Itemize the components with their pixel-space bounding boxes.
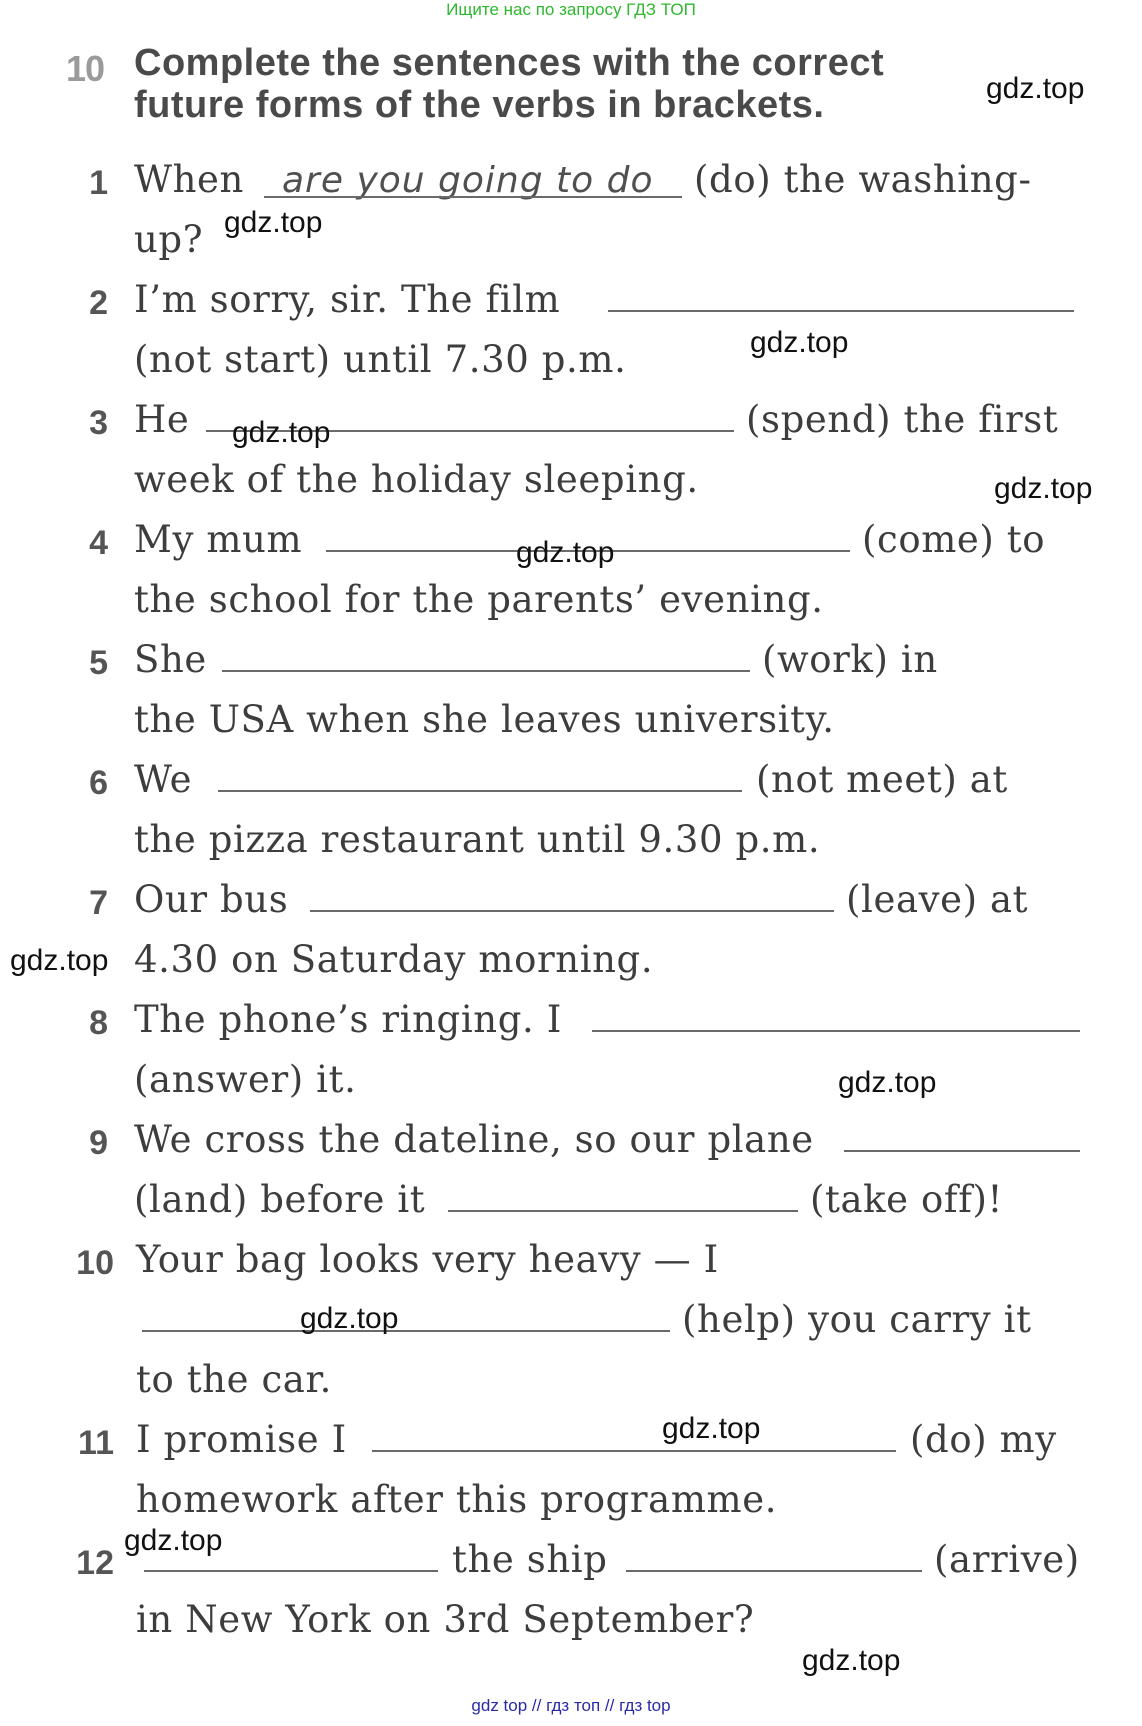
item-number: 5	[89, 644, 108, 682]
item-text: (land) before it	[134, 1178, 426, 1221]
item-text: He	[134, 398, 190, 441]
footer-links[interactable]: gdz top // гдз топ // гдз top	[471, 1696, 671, 1715]
answer-blank[interactable]	[218, 790, 742, 792]
item-text: (take off)!	[810, 1178, 1004, 1221]
item-number: 12	[76, 1544, 114, 1582]
item-text: (answer) it.	[134, 1058, 357, 1101]
watermark: gdz.top	[994, 472, 1093, 505]
watermark: gdz.top	[662, 1412, 761, 1445]
answer-blank[interactable]	[448, 1210, 798, 1212]
watermark: gdz.top	[986, 72, 1085, 105]
watermark: gdz.top	[516, 536, 615, 569]
answer-blank[interactable]	[626, 1570, 922, 1572]
item-text: I promise I	[136, 1418, 347, 1461]
watermark: gdz.top	[300, 1302, 399, 1335]
watermark: gdz.top	[124, 1524, 223, 1557]
watermark: gdz.top	[232, 416, 331, 449]
item-text: in New York on 3rd September?	[136, 1598, 755, 1641]
item-text: My mum	[134, 518, 303, 561]
item-text: 4.30 on Saturday morning.	[134, 938, 654, 981]
item-text: (not meet) at	[756, 758, 1008, 801]
item-number: 6	[89, 764, 108, 802]
item-text: (arrive)	[934, 1538, 1080, 1581]
answer-blank[interactable]	[142, 1330, 670, 1332]
answer-blank[interactable]	[264, 196, 682, 198]
answer-blank[interactable]	[144, 1570, 438, 1572]
answer-blank[interactable]	[310, 910, 834, 912]
item-text: The phone’s ringing. I	[134, 998, 562, 1041]
answer-blank[interactable]	[592, 1030, 1080, 1032]
top-banner[interactable]: Ищите нас по запросу ГДЗ ТОП	[446, 0, 696, 19]
item-text: up?	[134, 218, 204, 261]
answer-blank[interactable]	[222, 670, 750, 672]
item-text: (work) in	[762, 638, 938, 681]
item-text: the USA when she leaves university.	[134, 698, 835, 741]
item-text: week of the holiday sleeping.	[134, 458, 699, 501]
item-text: (not start) until 7.30 p.m.	[134, 338, 627, 381]
item-text: We cross the dateline, so our plane	[134, 1118, 814, 1161]
watermark: gdz.top	[802, 1644, 901, 1677]
exercise-title-line-2: future forms of the verbs in brackets.	[134, 84, 825, 126]
item-number: 10	[76, 1244, 114, 1282]
answer-blank[interactable]	[608, 310, 1074, 312]
answer-blank[interactable]	[844, 1150, 1080, 1152]
exercise-title-line-1: Complete the sentences with the correct	[134, 42, 885, 84]
item-text: to the car.	[136, 1358, 333, 1401]
watermark: gdz.top	[224, 206, 323, 239]
item-text: (leave) at	[846, 878, 1029, 921]
item-number: 1	[89, 164, 108, 202]
item-text: (spend) the first	[746, 398, 1059, 441]
answer-blank[interactable]	[372, 1450, 896, 1452]
item-number: 2	[89, 284, 108, 322]
item-number: 8	[89, 1004, 108, 1042]
item-text: Our bus	[134, 878, 289, 921]
item-text: Your bag looks very heavy — I	[136, 1238, 719, 1281]
item-text: homework after this programme.	[136, 1478, 778, 1521]
watermark: gdz.top	[750, 326, 849, 359]
item-text: the pizza restaurant until 9.30 p.m.	[134, 818, 821, 861]
item-text: the school for the parents’ evening.	[134, 578, 824, 621]
item-number: 9	[89, 1124, 108, 1162]
watermark: gdz.top	[838, 1066, 937, 1099]
item-text: She	[134, 638, 207, 681]
item-text: (come) to	[862, 518, 1046, 561]
item-text: (do) the washing-	[694, 158, 1032, 201]
item-text: (do) my	[910, 1418, 1057, 1461]
item-text: We	[134, 758, 193, 801]
watermark: gdz.top	[10, 944, 109, 977]
item-number: 4	[89, 524, 108, 562]
item-text: When	[134, 158, 244, 201]
handwritten-answer: are you going to do	[282, 160, 654, 201]
item-number: 11	[78, 1424, 114, 1462]
item-number: 3	[89, 404, 108, 442]
item-number: 7	[89, 884, 108, 922]
exercise-number: 10	[66, 48, 105, 89]
item-text: I’m sorry, sir. The film	[134, 278, 561, 321]
item-text: the ship	[452, 1538, 608, 1581]
item-text: (help) you carry it	[682, 1298, 1032, 1341]
